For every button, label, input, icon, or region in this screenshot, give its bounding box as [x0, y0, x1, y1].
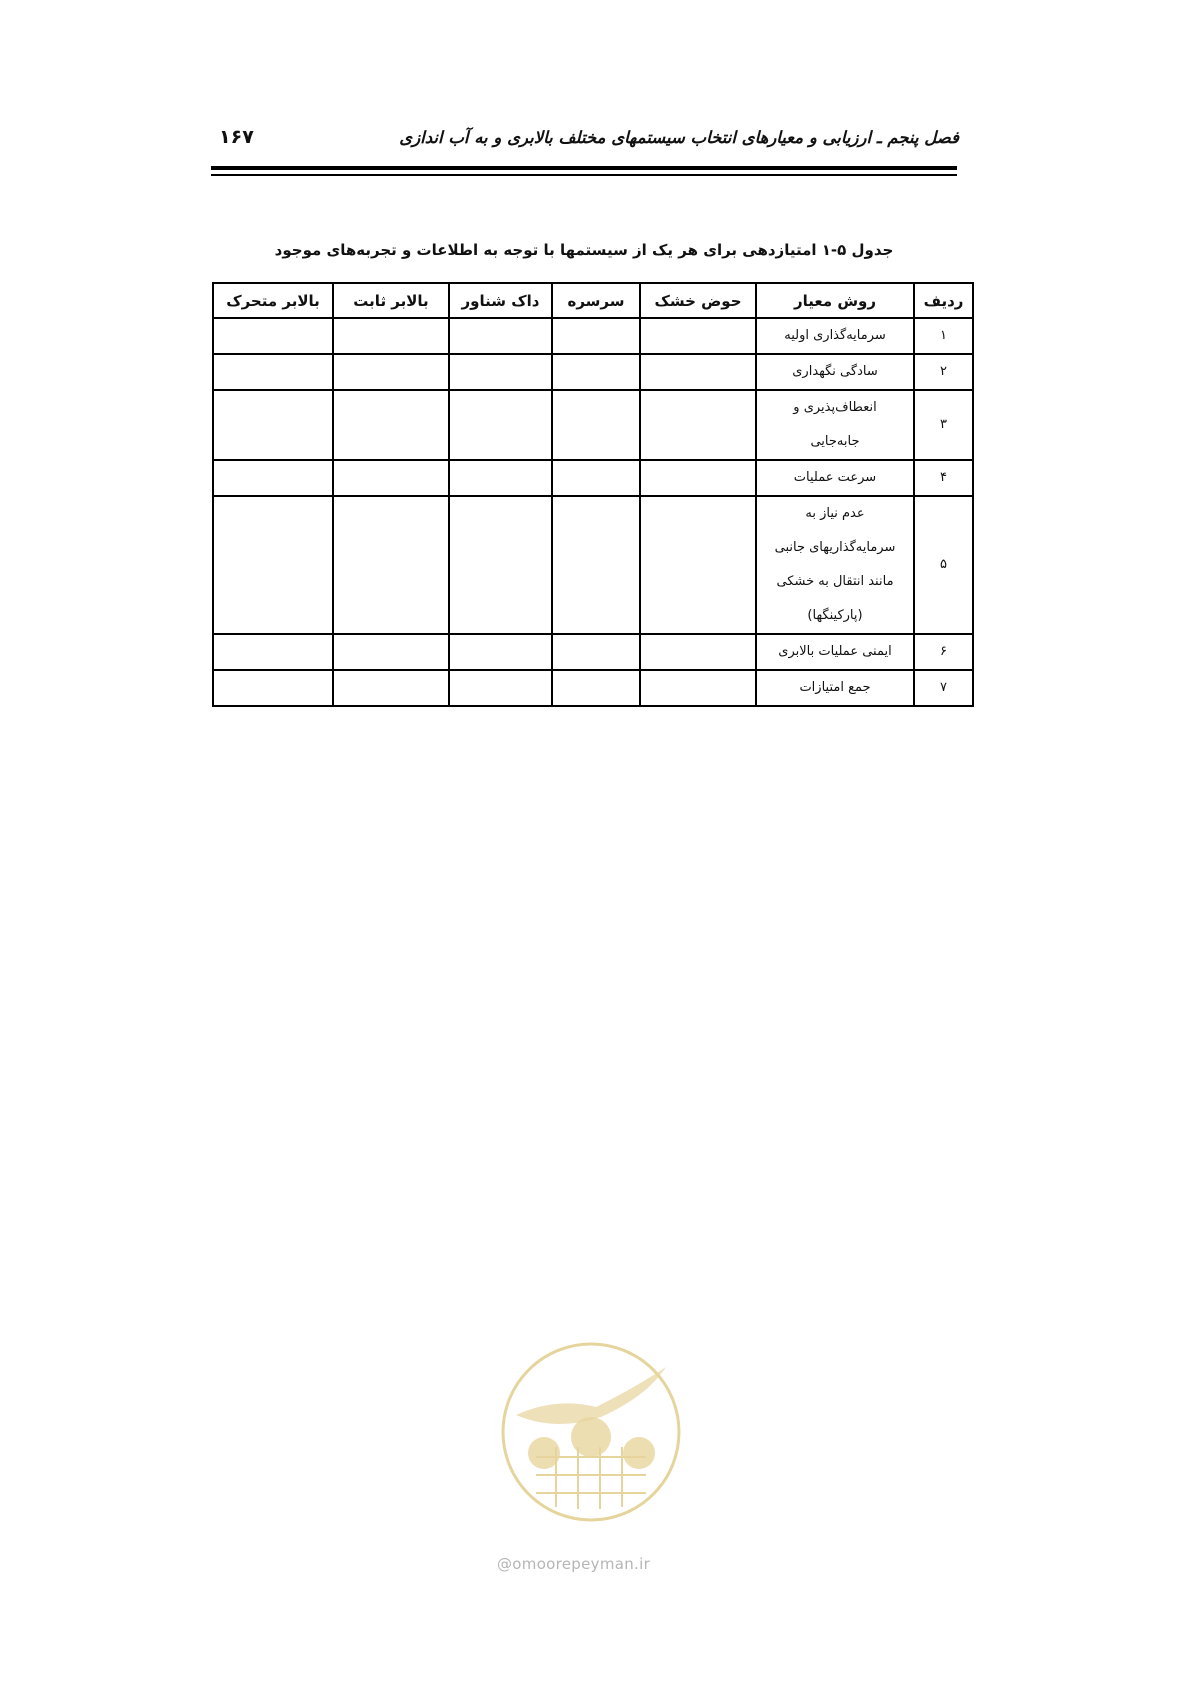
- watermark-logo: [496, 1337, 686, 1527]
- score-cell-dry-dock: [640, 390, 756, 460]
- table-caption: جدول ۵-۱ امتیازدهی برای هر یک از سیستمها با توجه به اطلاعات و تجربه‌های موجود: [274, 241, 894, 259]
- criterion-cell: [756, 390, 914, 460]
- table-row: [213, 460, 973, 496]
- header-mobile-lift: بالابر متحرک: [213, 283, 333, 318]
- score-cell-floating-dock: [449, 318, 552, 354]
- header-slipway: سرسره: [552, 283, 640, 318]
- row-number-cell: ۳: [914, 390, 973, 460]
- criterion-text: (پارکینگها): [807, 608, 863, 623]
- score-cell-slipway: [552, 390, 640, 460]
- row-number-cell: ۵: [914, 496, 973, 634]
- criterion-cell: [756, 318, 914, 354]
- score-cell-fixed-lift: [333, 670, 449, 706]
- row-number-cell: ۲: [914, 354, 973, 390]
- row-number-cell: ۴: [914, 460, 973, 496]
- logo-calligraphy: [516, 1367, 666, 1424]
- table-body: [213, 318, 973, 706]
- score-cell-mobile-lift: [213, 354, 333, 390]
- score-cell-fixed-lift: [333, 318, 449, 354]
- criterion-text: ایمنی عملیات بالابری: [778, 644, 892, 659]
- row-number-cell: ۷: [914, 670, 973, 706]
- watermark-url: @omoorepeyman.ir: [497, 1555, 651, 1573]
- table-row: [213, 496, 973, 634]
- criterion-cell: [756, 354, 914, 390]
- score-cell-fixed-lift: [333, 496, 449, 634]
- header-floating-dock: داک شناور: [449, 283, 552, 318]
- score-cell-floating-dock: [449, 354, 552, 390]
- score-cell-slipway: [552, 318, 640, 354]
- header-dry-dock: حوض خشک: [640, 283, 756, 318]
- table-row: [213, 634, 973, 670]
- header-criterion: روش معیار: [756, 283, 914, 318]
- score-cell-slipway: [552, 460, 640, 496]
- score-cell-floating-dock: [449, 460, 552, 496]
- scale-gear-icon: [528, 1437, 560, 1469]
- row-number-cell: ۱: [914, 318, 973, 354]
- criterion-text: مانند انتقال به خشکی: [776, 574, 894, 589]
- score-cell-mobile-lift: [213, 670, 333, 706]
- score-cell-mobile-lift: [213, 460, 333, 496]
- score-cell-floating-dock: [449, 390, 552, 460]
- table-row: [213, 670, 973, 706]
- score-cell-fixed-lift: [333, 354, 449, 390]
- criterion-cell: [756, 460, 914, 496]
- criterion-text: انعطاف‌پذیری و: [793, 400, 877, 415]
- score-cell-floating-dock: [449, 496, 552, 634]
- score-cell-fixed-lift: [333, 390, 449, 460]
- header-rule-thick: [211, 166, 957, 170]
- criterion-text: سرعت عملیات: [793, 470, 877, 485]
- criterion-cell: [756, 670, 914, 706]
- criterion-text: عدم نیاز به: [805, 506, 865, 521]
- score-cell-dry-dock: [640, 318, 756, 354]
- score-cell-dry-dock: [640, 496, 756, 634]
- header-fixed-lift: بالابر ثابت: [333, 283, 449, 318]
- score-cell-slipway: [552, 670, 640, 706]
- score-cell-dry-dock: [640, 670, 756, 706]
- excavator-gear-icon: [623, 1437, 655, 1469]
- score-cell-mobile-lift: [213, 390, 333, 460]
- score-cell-dry-dock: [640, 354, 756, 390]
- criterion-cell: [756, 496, 914, 634]
- criterion-text: سرمایه‌گذاری اولیه: [784, 328, 886, 343]
- worker-gear-icon: [571, 1417, 611, 1457]
- scoring-table: [212, 282, 974, 707]
- score-cell-dry-dock: [640, 460, 756, 496]
- score-cell-slipway: [552, 634, 640, 670]
- score-cell-floating-dock: [449, 670, 552, 706]
- score-cell-dry-dock: [640, 634, 756, 670]
- criterion-text: جمع امتیازات: [799, 680, 871, 695]
- chapter-title: فصل پنجم ـ ارزیابی و معیارهای انتخاب سیستمهای مختلف بالابری و به آب اندازی: [399, 128, 959, 147]
- score-cell-mobile-lift: [213, 318, 333, 354]
- score-cell-slipway: [552, 354, 640, 390]
- score-cell-mobile-lift: [213, 496, 333, 634]
- score-cell-fixed-lift: [333, 634, 449, 670]
- score-cell-mobile-lift: [213, 634, 333, 670]
- score-cell-fixed-lift: [333, 460, 449, 496]
- criterion-text: سرمایه‌گذاریهای جانبی: [774, 540, 896, 555]
- table-header-row: [213, 283, 973, 318]
- table-row: [213, 354, 973, 390]
- criterion-text: سادگی نگهداری: [792, 364, 878, 379]
- criterion-cell: [756, 634, 914, 670]
- header-rule-thin: [211, 174, 957, 176]
- table-row: [213, 318, 973, 354]
- score-cell-slipway: [552, 496, 640, 634]
- criterion-text: جابه‌جایی: [810, 434, 860, 449]
- page-number: ۱۶۷: [219, 126, 254, 148]
- score-cell-floating-dock: [449, 634, 552, 670]
- table-row: [213, 390, 973, 460]
- row-number-cell: ۶: [914, 634, 973, 670]
- header-row-number: ردیف: [914, 283, 973, 318]
